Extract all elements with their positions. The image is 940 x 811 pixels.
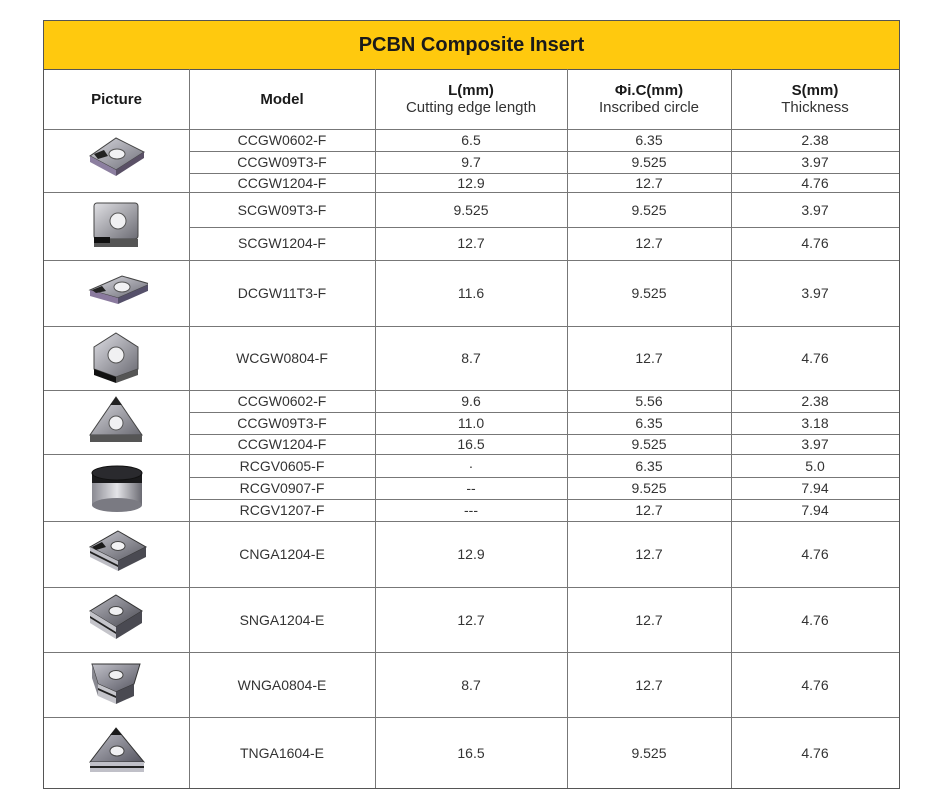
thickness-cell: 4.76 [801,676,829,693]
insert-picture [86,658,148,717]
cutting-edge-length-cell: 6.5 [461,132,481,148]
c-negative-insert-icon [86,527,148,581]
cutting-edge-length-cell: 11.0 [457,415,485,431]
header-l-cell [375,69,567,129]
model-cell: CCGW1204-F [237,175,327,191]
thickness-cell: 4.76 [801,235,829,251]
triangle-insert-icon [86,395,148,449]
header-s-cell [731,69,899,129]
inscribed-circle-cell: 9.525 [631,744,667,761]
inscribed-circle-cell: 9.525 [631,480,667,496]
header-model-cell [189,69,375,129]
thickness-cell: 2.38 [801,132,829,148]
table-title: PCBN Composite Insert [44,21,899,70]
thickness-cell: 2.38 [801,393,829,409]
thickness-cell: 3.97 [801,436,829,452]
model-cell: RCGV1207-F [239,502,325,518]
inscribed-circle-cell: 12.7 [635,676,663,693]
cutting-edge-length-cell: --- [464,502,478,518]
inscribed-circle-cell: 9.525 [631,285,667,301]
inscribed-circle-cell: 9.525 [631,436,667,452]
model-cell: DCGW11T3-F [237,285,327,301]
header-l-sub: Cutting edge length [405,99,537,116]
insert-table [43,20,900,789]
inscribed-circle-cell: 12.7 [635,502,663,518]
thickness-cell: 4.76 [801,611,829,628]
cutting-edge-length-cell: 12.9 [457,546,485,562]
header-l-label: L(mm) [448,82,494,99]
header-ic-sub: Inscribed circle [598,99,700,116]
model-cell: CCGW0602-F [237,132,327,148]
thickness-cell: 7.94 [801,502,829,518]
row-divider [44,521,899,522]
thickness-cell: 3.97 [801,285,829,301]
insert-picture [86,461,148,520]
inscribed-circle-cell: 9.525 [631,154,667,170]
trigon-insert-icon [86,331,148,385]
header-picture: Picture [91,90,142,108]
insert-picture [86,199,148,258]
model-cell: TNGA1604-E [239,744,325,761]
model-cell: CCGW09T3-F [237,154,327,170]
cutting-edge-length-cell: 8.7 [461,676,481,693]
thickness-cell: 3.97 [801,202,829,218]
cutting-edge-length-cell: 9.525 [453,202,489,218]
d-rhombic-insert-icon [86,266,148,320]
thickness-cell: 3.18 [801,415,829,431]
thickness-cell: 5.0 [805,458,825,474]
cutting-edge-length-cell: 12.9 [457,175,485,191]
inscribed-circle-cell: 12.7 [635,350,663,366]
thickness-cell: 4.76 [801,175,829,191]
cutting-edge-length-cell: 9.6 [461,393,481,409]
cutting-edge-length-cell: 8.7 [461,350,481,366]
insert-picture [86,527,148,586]
w-negative-insert-icon [86,658,148,712]
thickness-cell: 7.94 [801,480,829,496]
cutting-edge-length-cell: 11.6 [457,285,485,301]
model-cell: RCGV0907-F [239,480,325,496]
round-insert-icon [86,461,148,515]
cutting-edge-length-cell: 16.5 [457,436,485,452]
cutting-edge-length-cell: -- [466,480,476,496]
model-cell: CCGW1204-F [237,436,327,452]
header-ic-label: Φi.C(mm) [614,82,684,99]
row-divider [44,587,899,588]
row-divider [44,717,899,718]
cutting-edge-length-cell: 12.7 [457,611,485,628]
header-s-sub: Thickness [781,99,849,116]
row-divider [44,652,899,653]
inscribed-circle-cell: 12.7 [635,235,663,251]
thickness-cell: 4.76 [801,350,829,366]
insert-picture [86,266,148,325]
sub-row-divider [189,227,899,228]
insert-picture [86,593,148,652]
insert-picture [86,134,148,193]
header-ic-cell [567,69,731,129]
c-rhombic-insert-icon [86,134,148,188]
header-model: Model [260,90,304,108]
model-cell: CCGW09T3-F [237,415,327,431]
header-s-label: S(mm) [791,82,839,99]
inscribed-circle-cell: 5.56 [635,393,663,409]
model-cell: CNGA1204-E [239,546,325,562]
inscribed-circle-cell: 6.35 [635,415,663,431]
insert-picture [86,395,148,454]
thickness-cell: 4.76 [801,744,829,761]
cutting-edge-length-cell: · [468,458,474,474]
cutting-edge-length-cell: 16.5 [457,744,485,761]
model-cell: WNGA0804-E [237,676,327,693]
inscribed-circle-cell: 6.35 [635,132,663,148]
header-picture-cell [44,69,189,129]
inscribed-circle-cell: 6.35 [635,458,663,474]
model-cell: WCGW0804-F [236,350,328,366]
cutting-edge-length-cell: 9.7 [461,154,481,170]
inscribed-circle-cell: 12.7 [635,175,663,191]
s-negative-insert-icon [86,593,148,647]
insert-picture [86,331,148,390]
model-cell: SNGA1204-E [239,611,325,628]
insert-picture [86,726,148,785]
inscribed-circle-cell: 12.7 [635,546,663,562]
row-divider [44,326,899,327]
thickness-cell: 4.76 [801,546,829,562]
inscribed-circle-cell: 9.525 [631,202,667,218]
model-cell: SCGW1204-F [238,235,326,251]
thickness-cell: 3.97 [801,154,829,170]
square-insert-icon [86,199,148,253]
model-cell: SCGW09T3-F [237,202,327,218]
t-negative-insert-icon [86,726,148,780]
inscribed-circle-cell: 12.7 [635,611,663,628]
model-cell: RCGV0605-F [239,458,325,474]
row-divider [44,260,899,261]
row-divider [44,454,899,455]
model-cell: CCGW0602-F [237,393,327,409]
cutting-edge-length-cell: 12.7 [457,235,485,251]
